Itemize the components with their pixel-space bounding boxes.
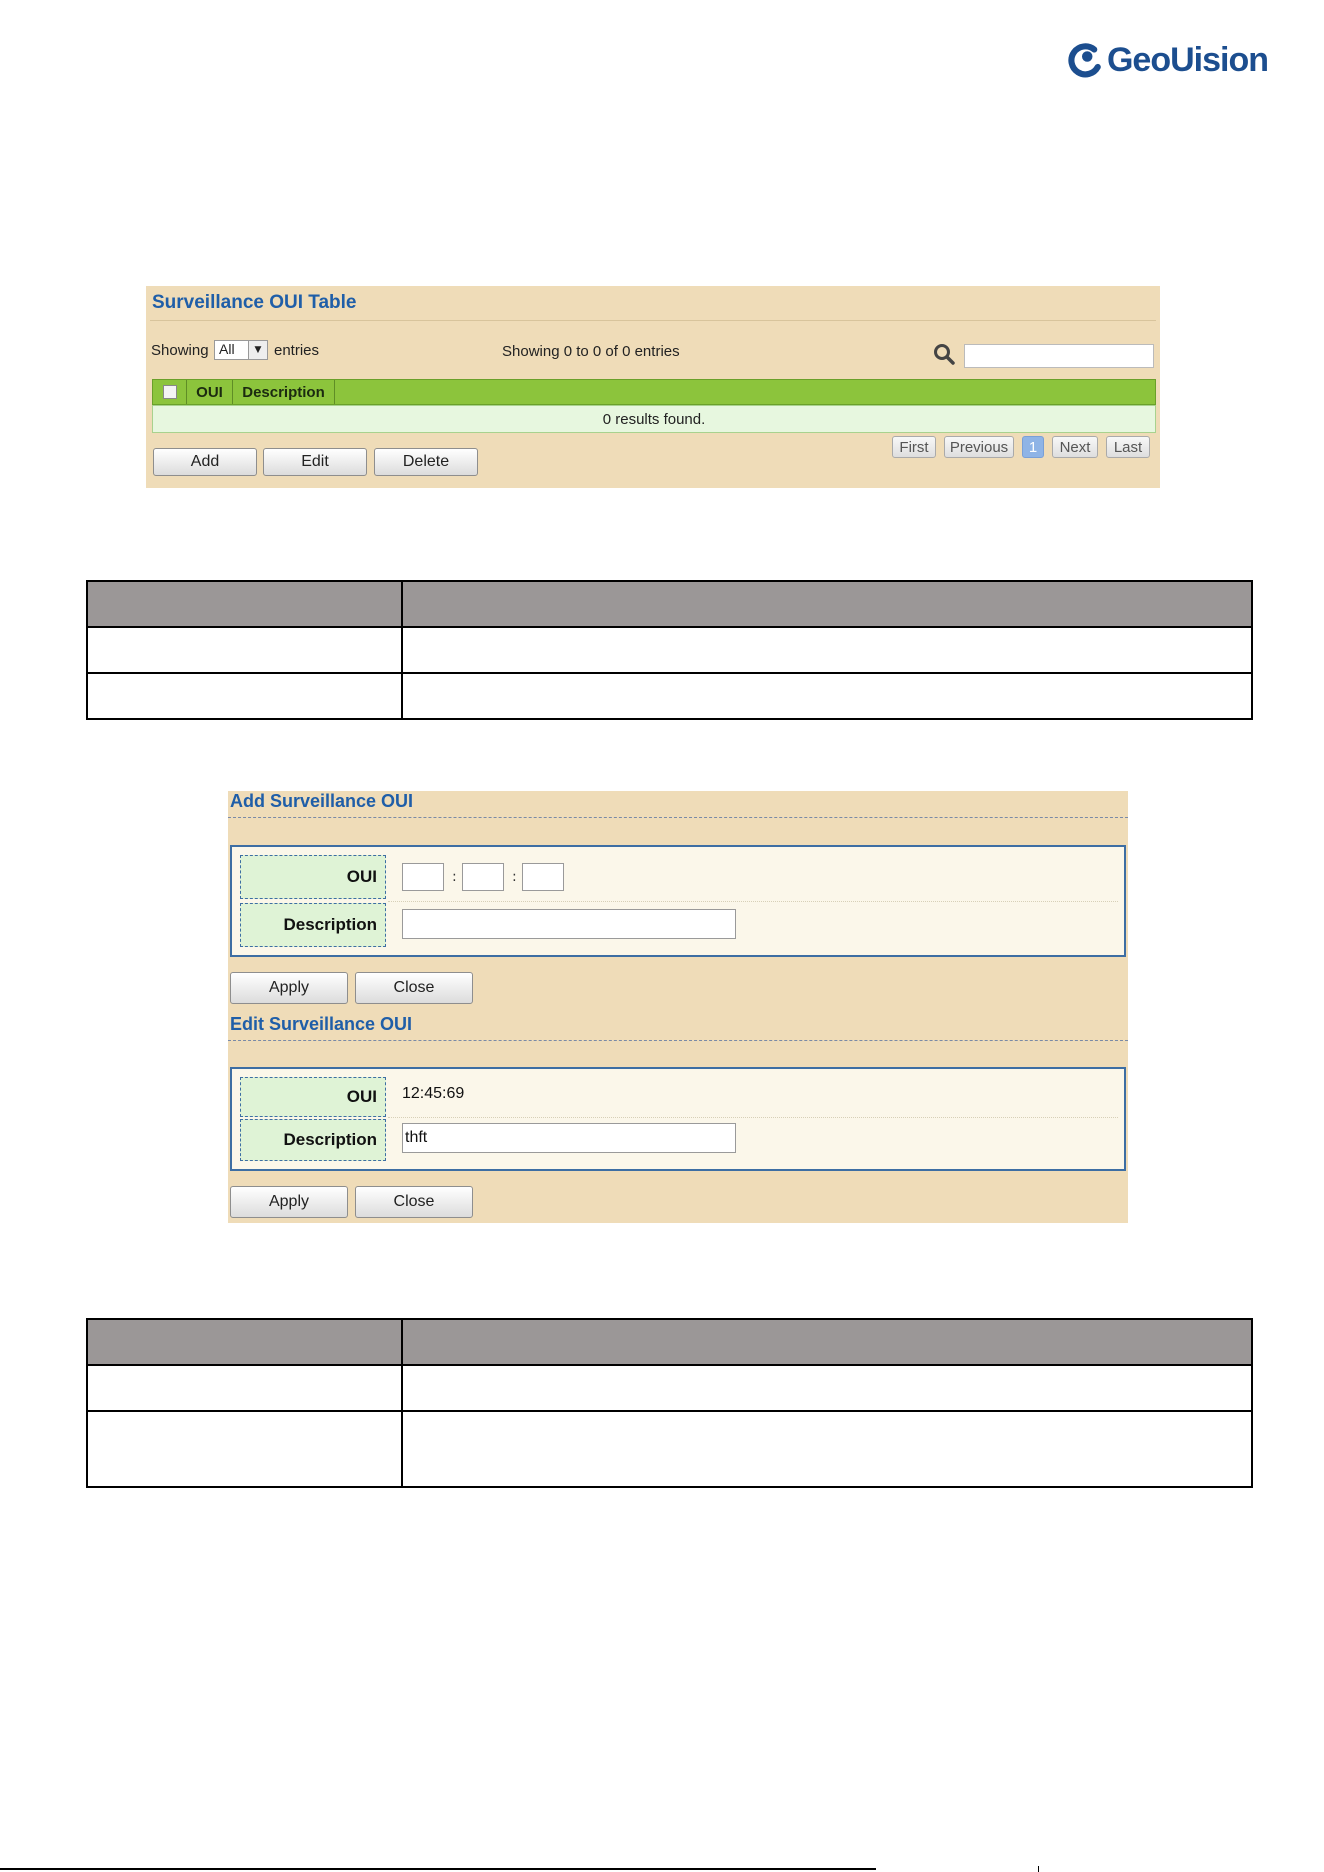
empty-results-row	[152, 405, 1156, 433]
add-oui-label: OUI	[240, 855, 386, 899]
title-divider	[150, 320, 1156, 321]
table-header-cell	[402, 581, 1252, 627]
table-cell	[87, 1411, 402, 1487]
add-oui-part-2[interactable]	[462, 863, 504, 891]
showing-label: Showing	[151, 342, 209, 359]
add-oui-part-3[interactable]	[522, 863, 564, 891]
table-cell	[87, 627, 402, 673]
edit-description-label: Description	[240, 1119, 386, 1161]
logo-mark-icon	[1068, 38, 1103, 82]
edit-apply-button[interactable]: Apply	[230, 1186, 348, 1218]
table-info: Showing 0 to 0 of 0 entries	[502, 343, 680, 360]
add-title-divider	[228, 817, 1128, 818]
add-apply-button[interactable]: Apply	[230, 972, 348, 1004]
geovision-logo	[1068, 34, 1268, 86]
table-cell	[87, 1365, 402, 1411]
edit-form-box	[230, 1067, 1126, 1171]
table-header-cell	[87, 1319, 402, 1365]
empty-results-message: 0 results found.	[602, 410, 706, 428]
table-cell	[402, 627, 1252, 673]
colon-separator: :	[512, 869, 517, 885]
header-select-all[interactable]	[153, 380, 187, 404]
description-table-1	[86, 580, 1253, 720]
add-description-label: Description	[240, 903, 386, 947]
search-icon	[932, 342, 956, 366]
edit-close-button[interactable]: Close	[355, 1186, 473, 1218]
colon-separator: :	[452, 869, 457, 885]
edit-title-divider	[228, 1040, 1128, 1041]
edit-oui-label: OUI	[240, 1077, 386, 1117]
chevron-down-icon[interactable]: ▼	[248, 341, 267, 359]
footer-rule	[0, 1868, 876, 1870]
entries-select-value: All	[219, 341, 235, 357]
table-header	[152, 379, 1156, 405]
table-cell	[402, 1411, 1252, 1487]
select-all-checkbox[interactable]	[163, 385, 177, 399]
add-close-button[interactable]: Close	[355, 972, 473, 1004]
pagination-next-button[interactable]: Next	[1052, 436, 1098, 458]
edit-form-title: Edit Surveillance OUI	[230, 1014, 413, 1034]
entries-select[interactable]	[214, 340, 268, 360]
description-table-2	[86, 1318, 1253, 1488]
table-cell	[402, 1365, 1252, 1411]
panel-title: Surveillance OUI Table	[152, 292, 357, 313]
add-oui-part-1[interactable]	[402, 863, 444, 891]
entries-label: entries	[274, 342, 320, 359]
table-cell	[402, 673, 1252, 719]
search-input[interactable]	[964, 344, 1154, 368]
add-edit-oui-panel	[228, 791, 1128, 1223]
table-header-cell	[402, 1319, 1252, 1365]
edit-oui-value: 12:45:69	[402, 1085, 465, 1102]
delete-button[interactable]: Delete	[374, 448, 478, 476]
add-form-title: Add Surveillance OUI	[230, 791, 414, 811]
pagination-page-1[interactable]: 1	[1022, 436, 1044, 458]
row-divider	[388, 1117, 1118, 1118]
column-header-oui[interactable]: OUI	[187, 380, 233, 404]
column-header-description[interactable]: Description	[233, 380, 335, 404]
row-divider	[388, 901, 1118, 902]
add-form-box	[230, 845, 1126, 957]
edit-description-input[interactable]	[402, 1123, 736, 1153]
pagination-last-button[interactable]: Last	[1106, 436, 1150, 458]
pagination-previous-button[interactable]: Previous	[944, 436, 1014, 458]
table-header-cell	[87, 581, 402, 627]
surveillance-oui-table-panel	[146, 286, 1160, 488]
pagination-first-button[interactable]: First	[892, 436, 936, 458]
table-cell	[87, 673, 402, 719]
add-description-input[interactable]	[402, 909, 736, 939]
footer-tick	[1038, 1866, 1039, 1872]
add-button[interactable]: Add	[153, 448, 257, 476]
edit-button[interactable]: Edit	[263, 448, 367, 476]
logo-text: GeoUision	[1106, 40, 1268, 79]
